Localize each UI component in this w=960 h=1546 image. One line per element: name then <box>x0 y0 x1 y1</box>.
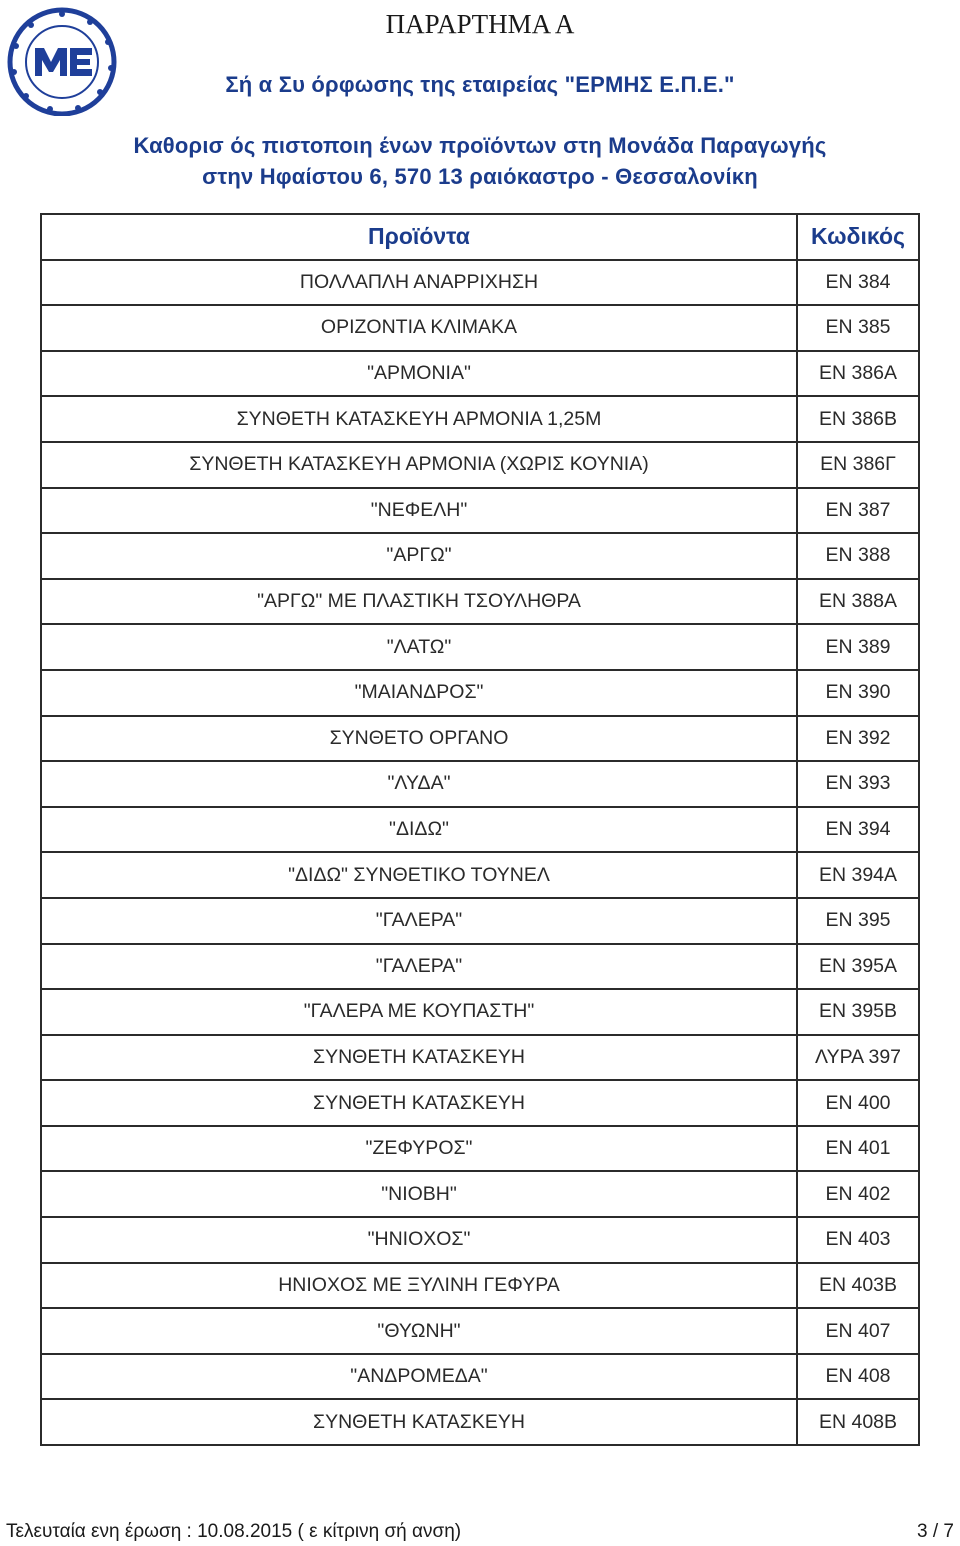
product-code-cell: EN 386A <box>797 351 919 397</box>
product-name-cell: "ΑΝΔΡΟΜΕΔΑ" <box>41 1354 797 1400</box>
product-code-cell: EN 387 <box>797 488 919 534</box>
product-code-cell: EN 395B <box>797 989 919 1035</box>
product-code-cell: EN 401 <box>797 1126 919 1172</box>
product-name-cell: ΠΟΛΛΑΠΛΗ ΑΝΑΡΡΙΧΗΣΗ <box>41 260 797 306</box>
product-code-cell: EN 393 <box>797 761 919 807</box>
page-indicator: 3 / 7 <box>917 1521 954 1542</box>
table-header-row <box>41 214 919 260</box>
table-row <box>41 396 919 442</box>
appendix-title: ΠΑΡΑΡΤΗΜΑ Α <box>385 9 575 39</box>
table-row <box>41 260 919 306</box>
product-name-cell: ΣΥΝΘΕΤΗ ΚΑΤΑΣΚΕΥΗ <box>41 1080 797 1126</box>
table-row <box>41 1308 919 1354</box>
table-row <box>41 488 919 534</box>
product-code-cell: EN 390 <box>797 670 919 716</box>
product-code-cell: EN 386B <box>797 396 919 442</box>
last-update-note: Τελευταία ενη έρωση : 10.08.2015 ( ε κίτρινη σή ανση) <box>6 1521 462 1542</box>
product-code-cell: EN 386Γ <box>797 442 919 488</box>
product-code-cell: EN 392 <box>797 716 919 762</box>
product-name-cell: ΗΝΙΟΧΟΣ ΜΕ ΞΥΛΙΝΗ ΓΕΦΥΡΑ <box>41 1263 797 1309</box>
product-name-cell: ΣΥΝΘΕΤΗ ΚΑΤΑΣΚΕΥΗ <box>41 1399 797 1445</box>
table-row <box>41 944 919 990</box>
product-code-cell: EN 394A <box>797 852 919 898</box>
table-row <box>41 716 919 762</box>
table-row <box>41 1217 919 1263</box>
products-table <box>40 213 920 1446</box>
table-row <box>41 670 919 716</box>
product-name-cell: ΣΥΝΘΕΤΗ ΚΑΤΑΣΚΕΥΗ <box>41 1035 797 1081</box>
product-code-cell: EN 385 <box>797 305 919 351</box>
product-code-cell: EN 389 <box>797 624 919 670</box>
product-name-cell: "ΓΑΛΕΡΑ ΜΕ ΚΟΥΠΑΣΤΗ" <box>41 989 797 1035</box>
product-code-cell: EN 402 <box>797 1171 919 1217</box>
product-code-cell: EN 384 <box>797 260 919 306</box>
code-column-header: Κωδικός <box>797 214 919 260</box>
products-column-header: Προϊόντα <box>41 214 797 260</box>
table-row <box>41 1263 919 1309</box>
table-row <box>41 1035 919 1081</box>
table-row <box>41 579 919 625</box>
table-row <box>41 898 919 944</box>
product-code-cell: EN 388A <box>797 579 919 625</box>
product-name-cell: "ΓΑΛΕΡΑ" <box>41 944 797 990</box>
product-name-cell: ΣΥΝΘΕΤΗ ΚΑΤΑΣΚΕΥΗ ΑΡΜΟΝΙΑ (ΧΩΡΙΣ ΚΟΥΝΙΑ) <box>41 442 797 488</box>
table-row <box>41 351 919 397</box>
table-row <box>41 1126 919 1172</box>
document-subtitle: Σή α Συ όρφωσης της εταιρείας "ΕΡΜΗΣ Ε.Π.Ε." <box>225 72 735 97</box>
table-row <box>41 761 919 807</box>
product-name-cell: "ΗΝΙΟΧΟΣ" <box>41 1217 797 1263</box>
product-code-cell: EN 395 <box>797 898 919 944</box>
product-name-cell: "ΛΥΔΑ" <box>41 761 797 807</box>
description-line-1: Καθορισ ός πιστοποιη ένων προϊόντων στη Μονάδα Παραγωγής <box>133 133 827 158</box>
table-row <box>41 624 919 670</box>
table-row <box>41 989 919 1035</box>
table-row <box>41 807 919 853</box>
table-row <box>41 1080 919 1126</box>
product-code-cell: EN 394 <box>797 807 919 853</box>
product-name-cell: "ΑΡΓΩ" <box>41 533 797 579</box>
product-code-cell: EN 407 <box>797 1308 919 1354</box>
product-name-cell: "ΑΡΜΟΝΙΑ" <box>41 351 797 397</box>
product-name-cell: "ΓΑΛΕΡΑ" <box>41 898 797 944</box>
product-code-cell: ΛΥΡΑ 397 <box>797 1035 919 1081</box>
product-name-cell: "ΝΕΦΕΛΗ" <box>41 488 797 534</box>
product-code-cell: EN 403B <box>797 1263 919 1309</box>
product-name-cell: "ΝΙΟΒΗ" <box>41 1171 797 1217</box>
product-code-cell: EN 400 <box>797 1080 919 1126</box>
product-name-cell: "ΜΑΙΑΝΔΡΟΣ" <box>41 670 797 716</box>
table-row <box>41 852 919 898</box>
product-code-cell: EN 408B <box>797 1399 919 1445</box>
product-name-cell: ΟΡΙΖΟΝΤΙΑ ΚΛΙΜΑΚΑ <box>41 305 797 351</box>
table-row <box>41 442 919 488</box>
product-name-cell: "ΑΡΓΩ" ΜΕ ΠΛΑΣΤΙΚΗ ΤΣΟΥΛΗΘΡΑ <box>41 579 797 625</box>
table-row <box>41 1399 919 1445</box>
product-code-cell: EN 408 <box>797 1354 919 1400</box>
table-row <box>41 1171 919 1217</box>
product-name-cell: "ΔΙΔΩ" <box>41 807 797 853</box>
product-name-cell: ΣΥΝΘΕΤΗ ΚΑΤΑΣΚΕΥΗ ΑΡΜΟΝΙΑ 1,25Μ <box>41 396 797 442</box>
description-line-2: στην Ηφαίστου 6, 570 13 ραιόκαστρο - Θεσσαλονίκη <box>202 164 758 189</box>
table-row <box>41 533 919 579</box>
table-body <box>41 260 919 1445</box>
product-name-cell: "ΛΑΤΩ" <box>41 624 797 670</box>
product-name-cell: "ΘΥΩΝΗ" <box>41 1308 797 1354</box>
product-code-cell: EN 395A <box>797 944 919 990</box>
table-row <box>41 1354 919 1400</box>
product-code-cell: EN 388 <box>797 533 919 579</box>
table-row <box>41 305 919 351</box>
product-name-cell: "ΖΕΦΥΡΟΣ" <box>41 1126 797 1172</box>
product-name-cell: ΣΥΝΘΕΤΟ ΟΡΓΑΝΟ <box>41 716 797 762</box>
product-name-cell: "ΔΙΔΩ" ΣΥΝΘΕΤΙΚΟ ΤΟΥΝΕΛ <box>41 852 797 898</box>
product-code-cell: EN 403 <box>797 1217 919 1263</box>
